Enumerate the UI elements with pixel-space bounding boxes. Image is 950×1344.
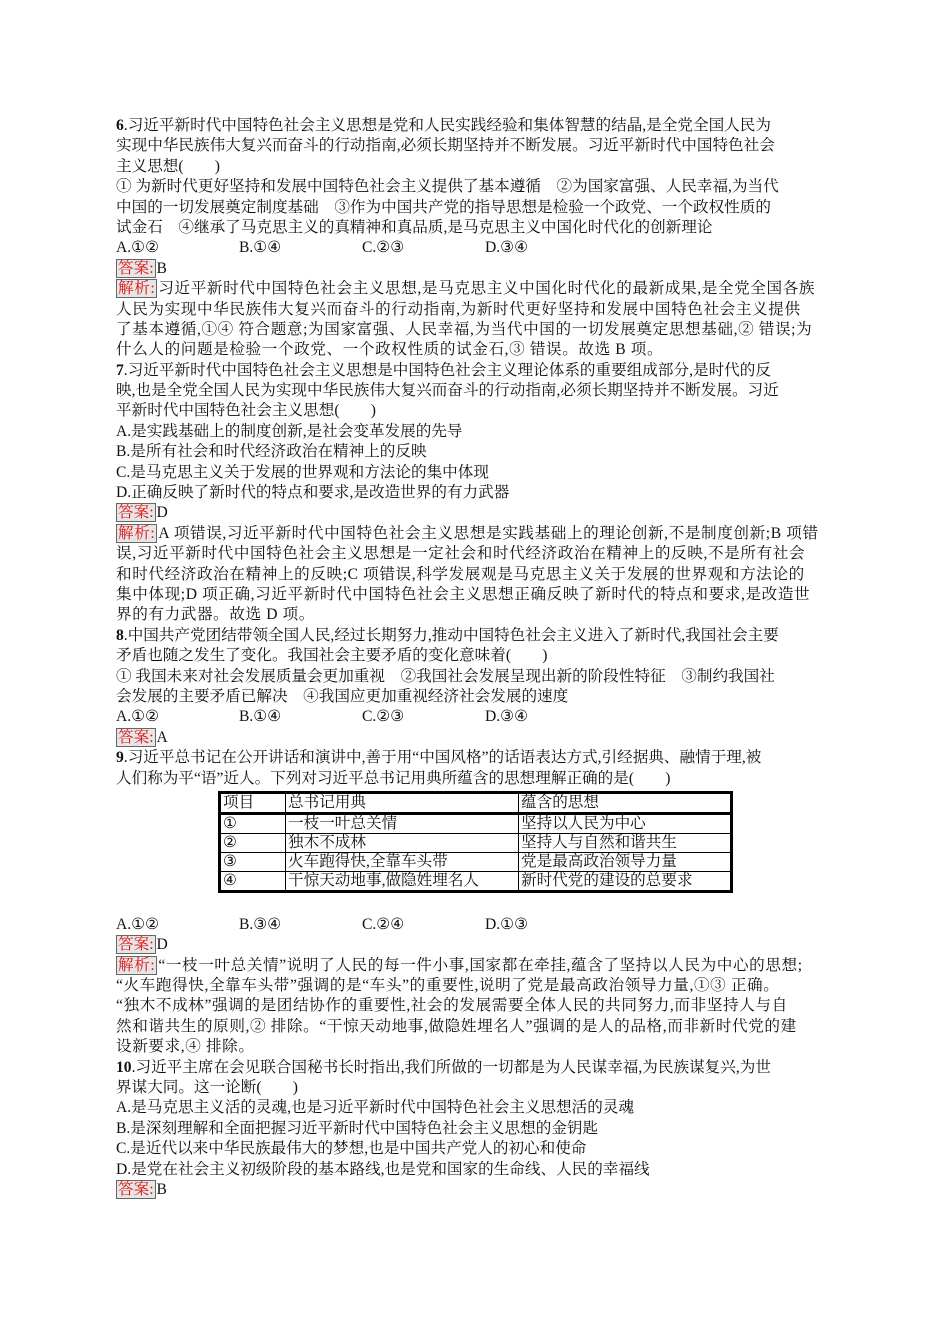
question-q10	[116, 1058, 836, 1201]
analysis-text: “独木不成林”强调的是团结协作的重要性,社会的发展需要全体人民的共同努力,而非坚持人与自	[116, 997, 788, 1015]
table-header-cell: 蕴含的思想	[519, 792, 732, 813]
table-cell: ④	[220, 871, 286, 891]
analysis-line	[116, 605, 836, 625]
table-cell: 独木不成林	[286, 833, 519, 852]
stem-text: 人们称为平“语”近人。下列对习近平总书记用典所蕴含的思想理解正确的是( )	[116, 769, 671, 787]
answer-line	[116, 728, 836, 748]
question-number: 7	[116, 361, 124, 379]
question-q9	[116, 748, 836, 1058]
option-d: D.③④	[485, 239, 529, 257]
option-c: C.②③	[362, 239, 405, 257]
stem-text: .习近平新时代中国特色社会主义思想是中国特色社会主义理论体系的重要组成部分,是时代的反	[123, 361, 771, 379]
analysis-text: 界的有力武器。故选 D 项。	[116, 606, 315, 624]
question-stem-line	[116, 157, 836, 177]
analysis-text: 集中体现;D 项正确,习近平新时代中国特色社会主义思想正确反映了新时代的特点和要求,是改造世	[116, 585, 811, 603]
question-number: 8	[116, 626, 124, 644]
analysis-line	[116, 320, 836, 340]
analysis-line	[116, 565, 836, 585]
option-b: B.①④	[239, 239, 282, 257]
question-number: 9	[116, 749, 124, 767]
answer-line	[116, 503, 836, 523]
question-stem-line	[116, 748, 836, 768]
options-row	[116, 707, 836, 727]
question-stem-line	[116, 1058, 836, 1078]
analysis-text: 和时代经济政治在精神上的反映;C 项错误,科学发展观是马克思主义关于发展的世界观和方法论的	[116, 565, 805, 583]
document-body	[116, 116, 836, 1200]
question-q6	[116, 116, 836, 361]
table-cell: ③	[220, 852, 286, 871]
option-c: C.是近代以来中华民族最伟大的梦想,也是中国共产党人的初心和使命	[116, 1140, 587, 1158]
stem-text: 主义思想( )	[116, 157, 220, 175]
statement-line: ① 我国未来对社会发展质量会更加重视 ②我国社会发展呈现出新的阶段性特征 ③制约我国社	[116, 667, 775, 685]
table-cell: 新时代党的建设的总要求	[519, 871, 732, 891]
question-number: 10	[116, 1058, 132, 1076]
analysis-label: 解析:	[118, 524, 156, 542]
question-stem-line	[116, 116, 836, 136]
option-d: D.①③	[485, 915, 529, 933]
answer-line	[116, 935, 836, 955]
analysis-line	[116, 996, 836, 1016]
statement-line: 试金石 ④继承了马克思主义的真精神和真品质,是马克思主义中国化时代化的创新理论	[116, 218, 713, 236]
stem-text: 映,也是全党全国人民为实现中华民族伟大复兴而奋斗的行动指南,必须长期坚持并不断发展。习近	[116, 382, 779, 400]
analysis-text: 什么人的问题是检验一个政党、一个政权性质的试金石,③ 错误。故选 B 项。	[116, 341, 664, 359]
option-b: B.①④	[239, 708, 282, 726]
analysis-line	[116, 585, 836, 605]
table-cell: ①	[220, 813, 286, 833]
option-d: D.是党在社会主义初级阶段的基本路线,也是党和国家的生命线、人民的幸福线	[116, 1160, 650, 1178]
analysis-line	[116, 300, 836, 320]
question-q7	[116, 361, 836, 626]
analysis-label: 解析:	[118, 956, 156, 974]
analysis-line	[116, 340, 836, 360]
option-b: B.③④	[239, 915, 282, 933]
option-a: A.①②	[116, 708, 160, 726]
stem-text: 界谋大同。这一论断( )	[116, 1079, 298, 1097]
stem-text: .习近平新时代中国特色社会主义思想是党和人民实践经验和集体智慧的结晶,是全党全国人民为	[123, 117, 771, 134]
table-cell: 坚持以人民为中心	[519, 813, 732, 833]
analysis-line	[116, 279, 836, 299]
question-q8	[116, 626, 836, 748]
question-stem-line	[116, 1078, 836, 1098]
analysis-line	[116, 956, 836, 976]
answer-value: A	[156, 728, 168, 746]
answer-line	[116, 259, 836, 279]
stem-text: .习近平总书记在公开讲话和演讲中,善于用“中国风格”的话语表达方式,引经据典、融情于理,被	[123, 749, 762, 767]
analysis-text: 误,习近平新时代中国特色社会主义思想是一定社会和时代经济政治在精神上的反映,不是所有社会	[116, 545, 806, 563]
table-row	[220, 852, 732, 871]
answer-value: B	[156, 1180, 167, 1198]
stem-text: 平新时代中国特色社会主义思想( )	[116, 402, 376, 420]
table-cell: 火车跑得快,全靠车头带	[286, 852, 519, 871]
option-b: B.是所有社会和时代经济政治在精神上的反映	[116, 443, 427, 461]
option-c: C.②④	[362, 915, 405, 933]
statement-line: 会发展的主要矛盾已解决 ④我国应更加重视经济社会发展的速度	[116, 687, 569, 705]
statement-line: ① 为新时代更好坚持和发展中国特色社会主义提供了基本遵循 ②为国家富强、人民幸福,为当代	[116, 178, 779, 196]
option-a: A.是实践基础上的制度创新,是社会变革发展的先导	[116, 422, 463, 440]
answer-label: 答案:	[118, 1180, 154, 1198]
analysis-text: 设新要求,④ 排除。	[116, 1038, 255, 1056]
option-d: D.正确反映了新时代的特点和要求,是改造世界的有力武器	[116, 484, 510, 502]
question-stem-line	[116, 769, 836, 789]
option-b: B.是深刻理解和全面把握习近平新时代中国特色社会主义思想的金钥匙	[116, 1119, 599, 1137]
options-row	[116, 915, 836, 935]
options-row	[116, 238, 836, 258]
table-row	[220, 871, 732, 891]
table-header-cell: 项目	[220, 792, 286, 813]
analysis-text: “火车跑得快,全靠车头带”强调的是“车头”的重要性,说明了党是最高政治领导力量,①③ 正确。	[116, 977, 780, 995]
analysis-text: 人民为实现中华民族伟大复兴而奋斗的行动指南,为新时代更好坚持和发展中国特色社会主义提供	[116, 300, 801, 318]
quote-table	[218, 791, 733, 893]
question-stem-line	[116, 626, 836, 646]
answer-value: D	[156, 504, 168, 522]
answer-label: 答案:	[118, 936, 154, 954]
question-stem-line	[116, 136, 836, 156]
question-stem-line	[116, 646, 836, 666]
stem-text: 实现中华民族伟大复兴而奋斗的行动指南,必须长期坚持并不断发展。习近平新时代中国特色社会	[116, 137, 775, 155]
answer-label: 答案:	[118, 728, 154, 746]
analysis-text: 然和谐共生的原则,② 排除。“干惊天动地事,做隐姓埋名人”强调的是人的品格,而非新时代党的建	[116, 1017, 797, 1035]
stem-text: 矛盾也随之发生了变化。我国社会主要矛盾的变化意味着( )	[116, 647, 548, 665]
question-stem-line	[116, 381, 836, 401]
analysis-line	[116, 1017, 836, 1037]
option-c: C.是马克思主义关于发展的世界观和方法论的集中体现	[116, 463, 489, 481]
table-cell: 党是最高政治领导力量	[519, 852, 732, 871]
option-c: C.②③	[362, 708, 405, 726]
spacer	[116, 893, 836, 915]
option-a: A.是马克思主义活的灵魂,也是习近平新时代中国特色社会主义思想活的灵魂	[116, 1099, 635, 1117]
statement-line: 中国的一切发展奠定制度基础 ③作为中国共产党的指导思想是检验一个政党、一个政权性质的	[116, 198, 771, 216]
answer-label: 答案:	[118, 504, 154, 522]
table-header-cell: 总书记用典	[286, 792, 519, 813]
table-cell: ②	[220, 833, 286, 852]
table-header-row	[220, 792, 732, 813]
analysis-line	[116, 524, 836, 544]
analysis-text: 了基本遵循,①④ 符合题意;为国家富强、人民幸福,为当代中国的一切发展奠定思想基础,② 错误;为	[116, 320, 813, 338]
option-d: D.③④	[485, 708, 529, 726]
stem-text: .习近平主席在会见联合国秘书长时指出,我们所做的一切都是为人民谋幸福,为民族谋复兴,为世	[131, 1058, 771, 1076]
analysis-text: A 项错误,习近平新时代中国特色社会主义思想是实践基础上的理论创新,不是制度创新;B 项错	[158, 524, 819, 542]
question-stem-line	[116, 401, 836, 421]
table-row	[220, 813, 732, 833]
table-cell: 一枝一叶总关情	[286, 813, 519, 833]
table-body	[220, 813, 732, 891]
answer-label: 答案:	[118, 259, 154, 277]
answer-value: B	[156, 259, 167, 277]
analysis-label: 解析:	[118, 280, 156, 298]
analysis-text: 习近平新时代中国特色社会主义思想,是马克思主义中国化时代化的最新成果,是全党全国各族	[158, 280, 816, 298]
stem-text: .中国共产党团结带领全国人民,经过长期努力,推动中国特色社会主义进入了新时代,我国社会主要	[123, 626, 779, 644]
question-stem-line	[116, 361, 836, 381]
table-row	[220, 833, 732, 852]
table-header	[220, 792, 732, 813]
table-cell: 干惊天动地事,做隐姓埋名人	[286, 871, 519, 891]
answer-value: D	[156, 936, 168, 954]
question-number: 6	[116, 117, 124, 134]
analysis-text: “一枝一叶总关情”说明了人民的每一件小事,国家都在牵挂,蕴含了坚持以人民为中心的思想;	[158, 956, 803, 974]
analysis-line	[116, 976, 836, 996]
analysis-line	[116, 544, 836, 564]
answer-line	[116, 1180, 836, 1200]
analysis-line	[116, 1037, 836, 1057]
option-a: A.①②	[116, 915, 160, 933]
option-a: A.①②	[116, 239, 160, 257]
table-cell: 坚持人与自然和谐共生	[519, 833, 732, 852]
